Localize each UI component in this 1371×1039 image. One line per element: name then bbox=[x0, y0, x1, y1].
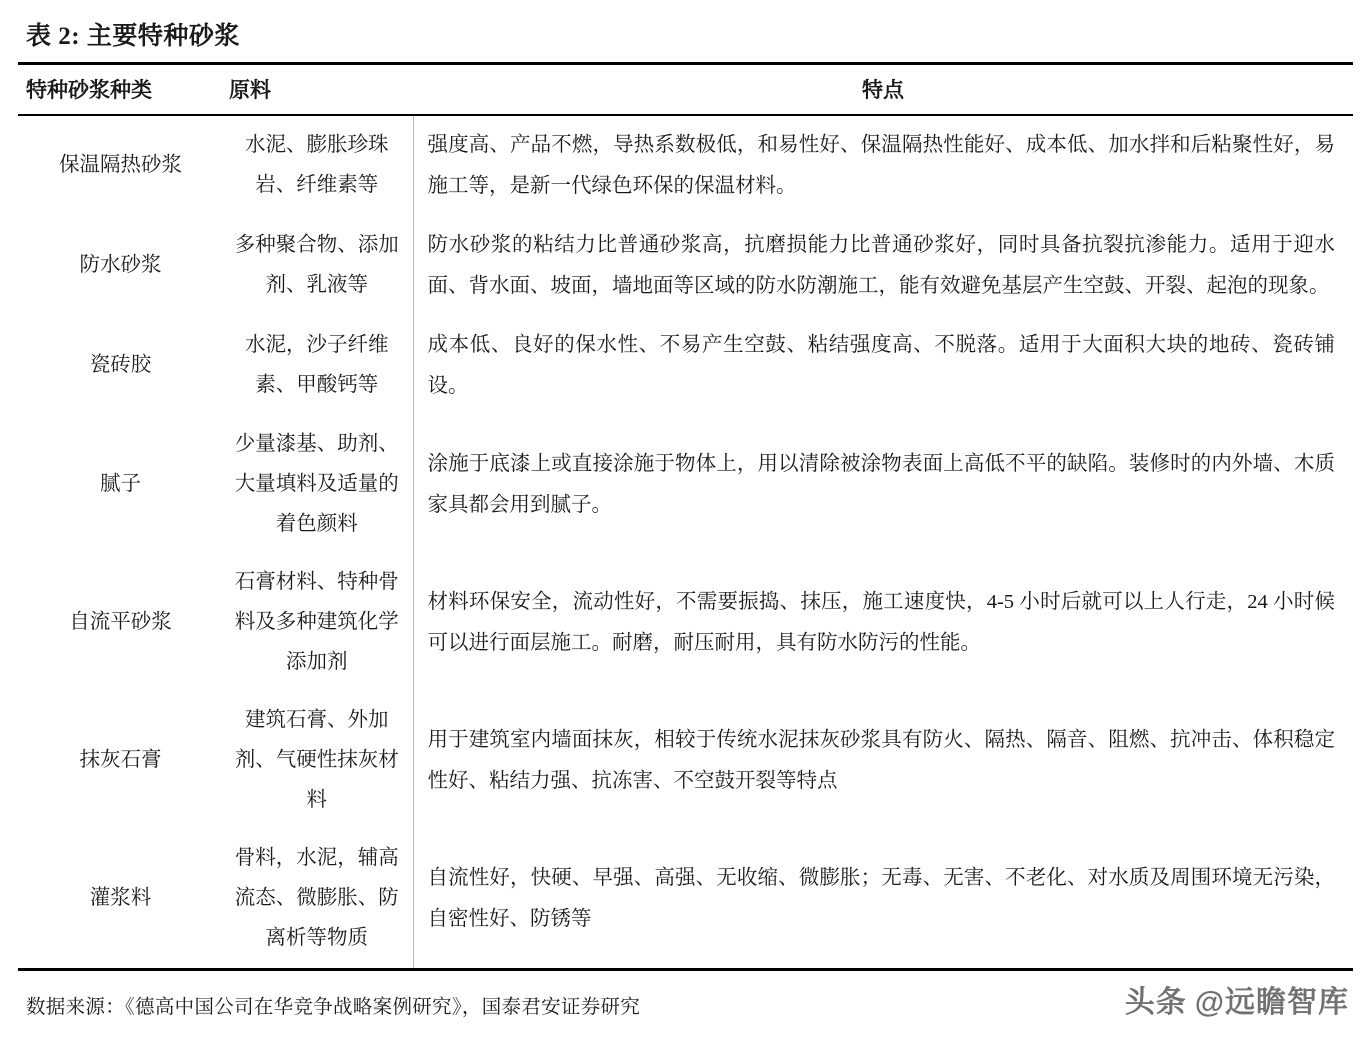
column-header-feature: 特点 bbox=[862, 78, 904, 102]
cell-feature: 材料环保安全，流动性好，不需要振捣、抹压，施工速度快，4-5 小时后就可以上人行走，24 小时候可以进行面层施工。耐磨，耐压耐用，具有防水防污的性能。 bbox=[427, 590, 1335, 654]
header-row bbox=[18, 65, 1353, 114]
cell-material: 水泥，沙子纤维素、甲酸钙等 bbox=[223, 316, 413, 416]
cell-material: 建筑石膏、外加剂、气硬性抹灰材料 bbox=[223, 692, 413, 830]
cell-type: 抹灰石膏 bbox=[79, 748, 162, 771]
table-row bbox=[18, 416, 1353, 554]
cell-type: 腻子 bbox=[100, 472, 141, 495]
cell-feature: 强度高、产品不燃，导热系数极低，和易性好、保温隔热性能好、成本低、加水拌和后粘聚性好，易施工等，是新一代绿色环保的保温材料。 bbox=[427, 134, 1335, 197]
cell-type: 防水砂浆 bbox=[79, 254, 162, 277]
table-row bbox=[18, 116, 1353, 216]
source-note: 数据来源：《德高中国公司在华竞争战略案例研究》，国泰君安证券研究 bbox=[26, 996, 641, 1018]
cell-material: 石膏材料、特种骨料及多种建筑化学添加剂 bbox=[223, 554, 413, 692]
table-row bbox=[18, 830, 1353, 968]
cell-feature: 用于建筑室内墙面抹灰，相较于传统水泥抹灰砂浆具有防火、隔热、隔音、阻燃、抗冲击、体积稳定性好、粘结力强、抗冻害、不空鼓开裂等特点 bbox=[427, 728, 1335, 792]
watermark-brand: 头条 bbox=[1124, 986, 1187, 1019]
column-header-type: 特种砂浆种类 bbox=[26, 78, 152, 102]
table-footer bbox=[18, 971, 1353, 1019]
table-row bbox=[18, 216, 1353, 316]
table-row bbox=[18, 554, 1353, 692]
table-body bbox=[18, 116, 1353, 968]
column-header-material: 原料 bbox=[229, 78, 271, 102]
table-row bbox=[18, 692, 1353, 830]
cell-feature: 成本低、良好的保水性、不易产生空鼓、粘结强度高、不脱落。适用于大面积大块的地砖、瓷砖铺设。 bbox=[427, 334, 1335, 397]
cell-material: 多种聚合物、添加剂、乳液等 bbox=[223, 216, 413, 316]
cell-feature: 防水砂浆的粘结力比普通砂浆高，抗磨损能力比普通砂浆好，同时具备抗裂抗渗能力。适用于迎水面、背水面、坡面，墙地面等区域的防水防潮施工，能有效避免基层产生空鼓、开裂、起泡的现象。 bbox=[427, 234, 1335, 297]
cell-type: 保温隔热砂浆 bbox=[59, 154, 182, 177]
cell-material: 水泥、膨胀珍珠岩、纤维素等 bbox=[223, 116, 413, 216]
cell-feature: 自流性好，快硬、早强、高强、无收缩、微膨胀；无毒、无害、不老化、对水质及周围环境无污染，自密性好、防锈等 bbox=[427, 866, 1335, 930]
cell-type: 自流平砂浆 bbox=[69, 610, 172, 633]
table-row bbox=[18, 316, 1353, 416]
cell-material: 骨料，水泥，辅高流态、微膨胀、防离析等物质 bbox=[223, 830, 413, 968]
cell-type: 灌浆料 bbox=[89, 886, 152, 909]
table-title: 表 2: 主要特种砂浆 bbox=[26, 23, 240, 50]
watermark-handle: @远瞻智库 bbox=[1194, 986, 1349, 1019]
cell-feature: 涂施于底漆上或直接涂施于物体上，用以清除被涂物表面上高低不平的缺陷。装修时的内外墙、木质家具都会用到腻子。 bbox=[427, 452, 1335, 516]
special-mortar-table-body bbox=[18, 116, 1353, 968]
table-header bbox=[18, 65, 1353, 114]
cell-material: 少量漆基、助剂、大量填料及适量的着色颜料 bbox=[223, 416, 413, 554]
special-mortar-table bbox=[18, 65, 1353, 114]
cell-type: 瓷砖胶 bbox=[89, 354, 152, 377]
